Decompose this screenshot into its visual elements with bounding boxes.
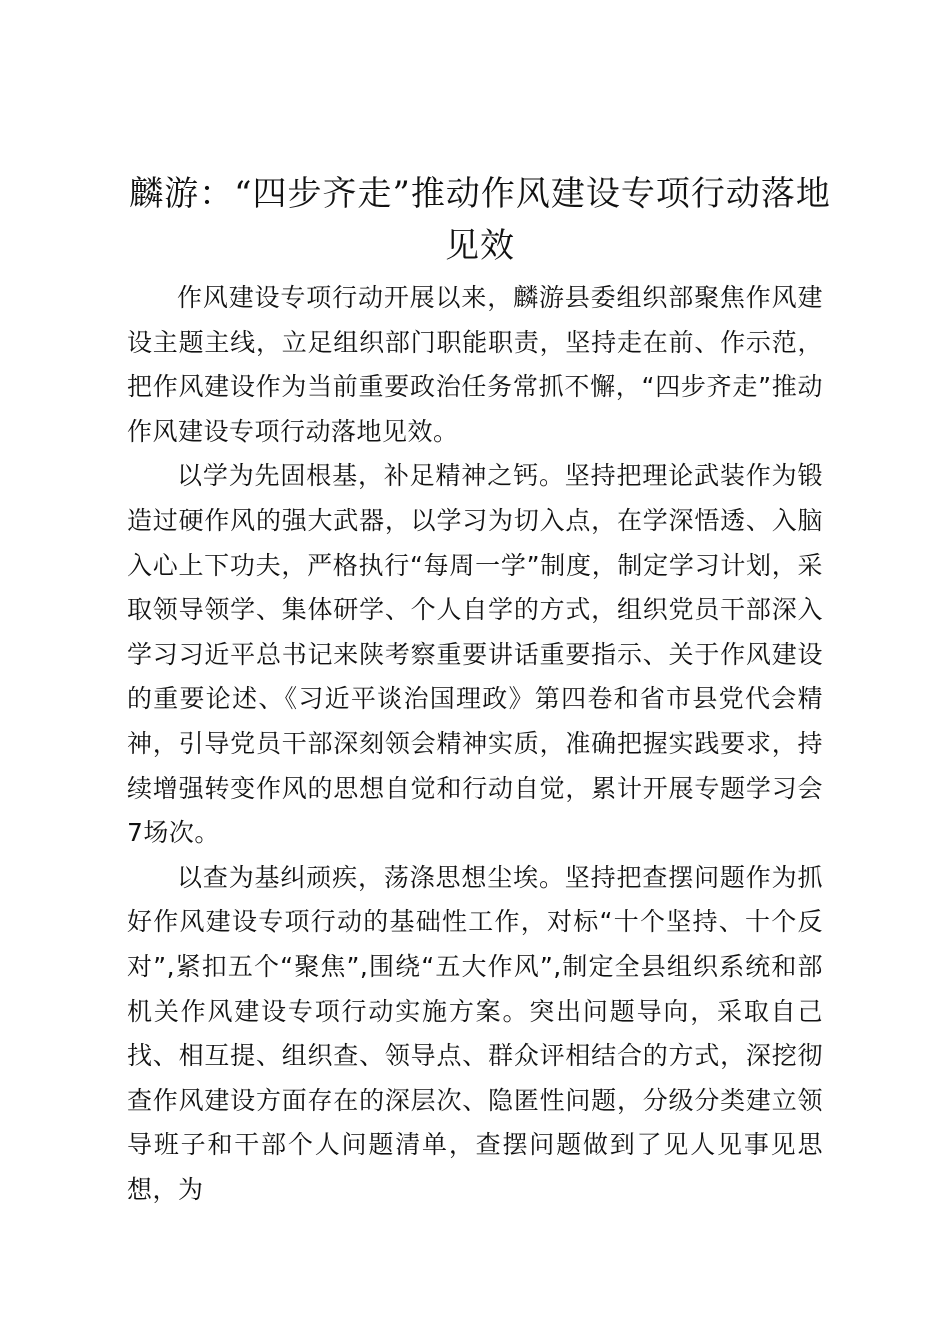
document-title: 麟游：“四步齐走”推动作风建设专项行动落地见效 <box>129 174 831 266</box>
paragraph-inspect: 以查为基纠顽疾，荡涤思想尘埃。坚持把查摆问题作为抓好作风建设专项行动的基础性工作，对标“十个坚持、十个反对”,紧扣五个“聚焦”,围绕“五大作风”,制定全县组织系统和部机关作风建设专项行动实施方案。突出问题导向，采取自己找、相互提、组织查、领导点、群众评相结合的方式，深挖彻查作风建设方面存在的深层次、隐匿性问题，分级分类建立领导班子和干部个人问题清单，查摆问题做到了见人见事见思想，为 <box>127 862 823 1204</box>
document-body <box>127 276 823 1212</box>
paragraph-intro: 作风建设专项行动开展以来，麟游县委组织部聚焦作风建设主题主线，立足组织部门职能职责，坚持走在前、作示范，把作风建设作为当前重要政治任务常抓不懈，“四步齐走”推动作风建设专项行动落地见效。 <box>127 283 823 446</box>
paragraph-study: 以学为先固根基，补足精神之钙。坚持把理论武装作为锻造过硬作风的强大武器，以学习为切入点，在学深悟透、入脑入心上下功夫，严格执行“每周一学”制度，制定学习计划，采取领导领学、集体研学、个人自学的方式，组织党员干部深入学习习近平总书记来陕考察重要讲话重要指示、关于作风建设的重要论述、《习近平谈治国理政》第四卷和省市县党代会精神，引导党员干部深刻领会精神实质，准确把握实践要求，持续增强转变作风的思想自觉和行动自觉，累计开展专题学习会7场次。 <box>127 461 823 848</box>
